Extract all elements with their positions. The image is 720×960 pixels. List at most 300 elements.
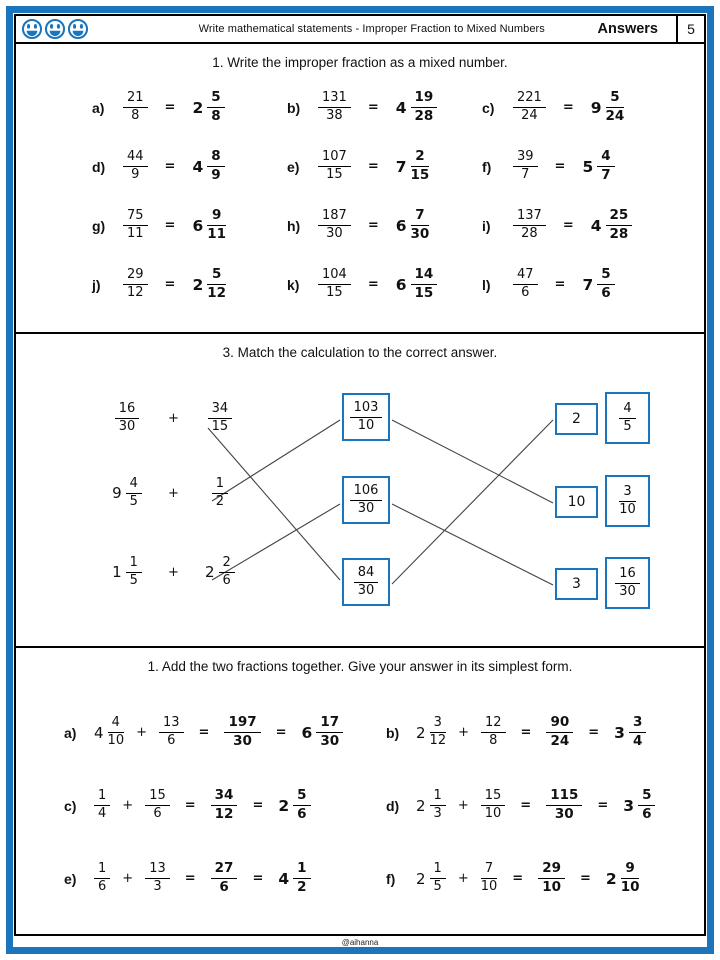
- fraction-numerator: 12: [481, 716, 506, 733]
- equals-sign: =: [579, 871, 591, 886]
- sum-fraction-box: [342, 393, 390, 441]
- answer-fraction: [293, 861, 310, 895]
- fraction-denominator: 7: [521, 167, 530, 182]
- equals-sign: =: [164, 277, 176, 292]
- equals-sign: =: [562, 218, 574, 233]
- fraction-numerator: 29: [538, 861, 565, 879]
- whole-number: 6: [395, 216, 407, 235]
- plus-sign: +: [458, 725, 469, 740]
- header-right: [598, 16, 704, 42]
- item-label: e): [287, 158, 300, 175]
- fraction-denominator: 12: [127, 285, 144, 300]
- second-operand: [159, 716, 184, 749]
- fraction-numerator: 21: [123, 91, 148, 108]
- whole-number: 7: [395, 157, 407, 176]
- fraction-denominator: 6: [219, 879, 229, 895]
- equals-sign: =: [520, 798, 532, 813]
- answer-fraction: [638, 788, 655, 822]
- fraction: [219, 556, 235, 589]
- equals-sign: =: [164, 159, 176, 174]
- question-fraction: [513, 209, 546, 242]
- fraction: [108, 716, 125, 749]
- sum-fraction: [546, 788, 582, 822]
- whole-number: 5: [582, 157, 594, 176]
- fraction-part-box: [605, 557, 650, 609]
- whole-number: 10: [567, 494, 586, 510]
- exercise-item-b: [287, 78, 482, 137]
- answer-fraction: [411, 208, 430, 242]
- fraction: [619, 402, 635, 435]
- whole-number: 7: [582, 275, 594, 294]
- fraction-denominator: 3: [433, 806, 442, 821]
- fraction-denominator: 30: [410, 226, 430, 242]
- fraction-numerator: 47: [513, 268, 538, 285]
- second-operand: [185, 556, 255, 589]
- fraction-numerator: 13: [145, 862, 170, 879]
- fraction-numerator: 25: [606, 208, 633, 226]
- fraction-denominator: 38: [326, 108, 343, 123]
- sum-fraction: [211, 861, 238, 895]
- whole-number: 3: [623, 796, 635, 815]
- fraction-numerator: 5: [207, 90, 224, 108]
- fraction-numerator: 7: [411, 208, 430, 226]
- second-operand: [481, 789, 506, 822]
- item-label: d): [92, 158, 106, 175]
- fraction-denominator: 10: [484, 806, 502, 821]
- fraction-denominator: 8: [211, 108, 221, 124]
- fraction-denominator: 12: [207, 285, 227, 301]
- item-label: c): [64, 797, 77, 814]
- item-label: d): [386, 797, 400, 814]
- section1-grid: [16, 78, 704, 314]
- fraction-denominator: 24: [605, 108, 625, 124]
- fraction-numerator: 27: [211, 861, 238, 879]
- calculation-expression-2: [92, 477, 255, 510]
- equals-sign: =: [164, 218, 176, 233]
- item-label: b): [287, 99, 301, 116]
- section2-title: 3. Match the calculation to the correct answer.: [222, 345, 498, 360]
- answer-mixed-number: [278, 861, 310, 895]
- fraction-numerator: 5: [207, 267, 226, 285]
- whole-number: 2: [192, 98, 204, 117]
- question-fraction: [318, 268, 351, 301]
- section1-title: 1. Write the improper fraction as a mixed number.: [212, 55, 508, 70]
- mixed-number: [205, 556, 235, 589]
- fraction-denominator: 30: [320, 733, 340, 749]
- fraction-numerator: 115: [546, 788, 582, 806]
- whole-number: 6: [192, 216, 204, 235]
- first-operand: [92, 556, 162, 589]
- first-operand: [416, 716, 446, 749]
- fraction-denominator: 12: [429, 733, 447, 748]
- answer-fraction: [597, 267, 614, 301]
- whole-number: 2: [278, 796, 290, 815]
- whole-number: 4: [590, 216, 602, 235]
- plus-sign: +: [168, 410, 179, 426]
- section3-grid: [16, 696, 704, 915]
- fraction-denominator: 6: [167, 733, 176, 748]
- fraction: [208, 402, 233, 435]
- fraction-denominator: 24: [550, 733, 570, 749]
- fraction-denominator: 5: [129, 493, 138, 509]
- second-operand: [145, 862, 170, 895]
- fraction-denominator: 5: [433, 879, 442, 894]
- fraction-denominator: 4: [632, 733, 643, 749]
- fraction-numerator: 84: [354, 566, 379, 583]
- exercise-item-d: [92, 137, 287, 196]
- exercise-item-h: [287, 196, 482, 255]
- sum-fraction-box: [342, 476, 390, 524]
- fraction-numerator: 3: [619, 485, 636, 502]
- equals-sign: =: [184, 871, 196, 886]
- equals-sign: =: [367, 218, 379, 233]
- whole-number: 2: [416, 796, 426, 815]
- fraction: [430, 789, 446, 822]
- fraction-denominator: 12: [214, 806, 234, 822]
- answer-mixed-number: [192, 149, 224, 183]
- fraction-numerator: 187: [318, 209, 351, 226]
- plus-sign: +: [457, 798, 469, 813]
- equals-sign: =: [588, 725, 600, 740]
- item-label: l): [482, 276, 491, 293]
- item-label: i): [482, 217, 491, 234]
- whole-number-box: [555, 486, 598, 518]
- whole-number: 2: [416, 869, 426, 888]
- whole-number: 1: [112, 563, 122, 582]
- fraction-denominator: 15: [414, 285, 434, 301]
- whole-number: 2: [192, 275, 204, 294]
- fraction-numerator: 5: [597, 267, 614, 285]
- question-fraction: [513, 268, 538, 301]
- plus-sign: +: [457, 871, 469, 886]
- question-fraction: [318, 150, 351, 183]
- whole-number: 4: [192, 157, 204, 176]
- addition-item-b: [386, 696, 708, 769]
- second-operand: [481, 716, 506, 749]
- answer-mixed-number: [623, 788, 655, 822]
- exercise-item-a: [92, 78, 287, 137]
- equals-sign: =: [198, 725, 210, 740]
- fraction-numerator: 9: [621, 861, 640, 879]
- item-label: g): [92, 217, 106, 234]
- exercise-item-c: [482, 78, 677, 137]
- fraction-denominator: 6: [601, 285, 611, 301]
- fraction-numerator: 16: [115, 402, 140, 419]
- fraction-numerator: 14: [411, 267, 438, 285]
- fraction-numerator: 16: [615, 567, 640, 584]
- fraction-numerator: 2: [411, 149, 430, 167]
- item-label: b): [386, 724, 400, 741]
- exercise-item-f: [482, 137, 677, 196]
- fraction-numerator: 90: [546, 715, 573, 733]
- item-label: h): [287, 217, 301, 234]
- fraction-denominator: 6: [521, 285, 530, 300]
- equals-sign: =: [184, 798, 196, 813]
- fraction-numerator: 4: [126, 477, 142, 494]
- fraction-part-box: [605, 392, 650, 444]
- fraction-numerator: 5: [606, 90, 625, 108]
- fraction-denominator: 15: [211, 418, 229, 434]
- whole-number: 9: [112, 484, 122, 503]
- fraction-denominator: 24: [521, 108, 538, 123]
- fraction-numerator: 5: [293, 788, 310, 806]
- whole-number: 2: [605, 869, 617, 888]
- plus-sign: +: [168, 564, 179, 580]
- fraction-denominator: 6: [153, 806, 162, 821]
- second-operand: [481, 862, 498, 895]
- answers-label: Answers: [597, 21, 658, 37]
- fraction-numerator: 221: [513, 91, 546, 108]
- second-operand: [185, 402, 255, 435]
- whole-number: 9: [590, 98, 602, 117]
- whole-number-box: [555, 568, 598, 600]
- fraction-denominator: 15: [326, 167, 343, 182]
- fraction: [619, 485, 636, 518]
- fraction-denominator: 28: [414, 108, 434, 124]
- smiley-icons: [16, 18, 146, 40]
- fraction-numerator: 34: [208, 402, 233, 419]
- answer-mixed-number: [582, 267, 614, 301]
- fraction-numerator: 4: [597, 149, 614, 167]
- fraction-denominator: 10: [107, 733, 125, 748]
- plus-sign: +: [122, 871, 134, 886]
- item-label: k): [287, 276, 300, 293]
- fraction-denominator: 30: [619, 583, 636, 599]
- first-operand: [94, 716, 124, 749]
- exercise-item-l: [482, 255, 677, 314]
- fraction-numerator: 1: [94, 862, 110, 879]
- fraction-numerator: 1: [430, 862, 446, 879]
- fraction-denominator: 11: [127, 226, 144, 241]
- sum-fraction: [546, 715, 573, 749]
- fraction-numerator: 103: [350, 401, 383, 418]
- fraction: [126, 556, 142, 589]
- whole-number: 2: [572, 411, 581, 427]
- item-label: a): [64, 724, 77, 741]
- exercise-item-e: [287, 137, 482, 196]
- second-operand: [145, 789, 170, 822]
- fraction-numerator: 29: [123, 268, 148, 285]
- credit-text: @aihanna: [341, 938, 379, 947]
- answer-mixed-number: [192, 208, 226, 242]
- addition-item-e: [64, 842, 386, 915]
- mixed-number: [112, 556, 142, 589]
- answer-mixed-number: [606, 861, 640, 895]
- answer-mixed-number: [591, 90, 625, 124]
- exercise-item-j: [92, 255, 287, 314]
- plus-sign: +: [122, 798, 134, 813]
- smiley-icon: [21, 18, 43, 40]
- fraction-denominator: 8: [489, 733, 498, 748]
- fraction-denominator: 9: [211, 167, 221, 183]
- fraction-denominator: 6: [222, 572, 231, 588]
- answer-fraction: [316, 715, 343, 749]
- calculation-expression-1: [92, 402, 255, 435]
- answer-fraction: [411, 149, 430, 183]
- smiley-icon: [67, 18, 89, 40]
- answer-fraction: [629, 715, 646, 749]
- equals-sign: =: [367, 100, 379, 115]
- mixed-number: [112, 477, 142, 510]
- fraction-numerator: 107: [318, 150, 351, 167]
- page-number: 5: [687, 21, 695, 37]
- equals-sign: =: [554, 159, 566, 174]
- equals-sign: =: [554, 277, 566, 292]
- fraction-denominator: 9: [131, 167, 140, 182]
- exercise-item-i: [482, 196, 677, 255]
- whole-number: 4: [94, 723, 104, 742]
- answer-fraction: [411, 90, 438, 124]
- whole-number: 3: [614, 723, 625, 742]
- answer-mixed-number: [192, 267, 226, 301]
- exercise-item-k: [287, 255, 482, 314]
- question-fraction: [513, 91, 546, 124]
- addition-item-c: [64, 769, 386, 842]
- answer-mixed-number: [278, 788, 310, 822]
- answer-fraction: [606, 90, 625, 124]
- sum-fraction: [538, 861, 565, 895]
- fraction-numerator: 8: [207, 149, 224, 167]
- question-fraction: [123, 268, 148, 301]
- fraction-denominator: 5: [129, 572, 138, 588]
- fraction-numerator: 4: [619, 402, 635, 419]
- fraction: [354, 566, 379, 599]
- equals-sign: =: [252, 798, 264, 813]
- fraction: [212, 477, 228, 510]
- sum-fraction: [211, 788, 238, 822]
- equals-sign: =: [597, 798, 609, 813]
- second-operand: [185, 477, 255, 510]
- fraction: [430, 716, 447, 749]
- whole-number: 6: [395, 275, 407, 294]
- fraction-numerator: 15: [481, 789, 506, 806]
- fraction-denominator: 30: [357, 500, 375, 516]
- fraction-numerator: 1: [126, 556, 142, 573]
- fraction: [350, 484, 383, 517]
- fraction-denominator: 15: [326, 285, 343, 300]
- fraction-part-box: [605, 475, 650, 527]
- fraction-numerator: 34: [211, 788, 238, 806]
- equals-sign: =: [275, 725, 287, 740]
- fraction-numerator: 75: [123, 209, 148, 226]
- fraction-denominator: 11: [207, 226, 227, 242]
- answer-fraction: [207, 90, 224, 124]
- fraction-numerator: 1: [430, 789, 446, 806]
- question-fraction: [123, 209, 148, 242]
- fraction-denominator: 30: [554, 806, 574, 822]
- fraction-denominator: 7: [601, 167, 611, 183]
- section3-title: 1. Add the two fractions together. Give your answer in its simplest form.: [147, 659, 573, 674]
- first-operand: [92, 477, 162, 510]
- item-label: e): [64, 870, 77, 887]
- fraction-numerator: 15: [145, 789, 170, 806]
- fraction-denominator: 6: [297, 806, 307, 822]
- fraction-denominator: 30: [357, 582, 375, 598]
- match-line: [392, 420, 553, 503]
- equals-sign: =: [252, 871, 264, 886]
- fraction-denominator: 10: [357, 417, 375, 433]
- fraction-denominator: 2: [297, 879, 307, 895]
- fraction-numerator: 131: [318, 91, 351, 108]
- fraction-denominator: 8: [131, 108, 140, 123]
- fraction-denominator: 10: [619, 501, 636, 517]
- fraction-numerator: 9: [207, 208, 226, 226]
- fraction-numerator: 17: [316, 715, 343, 733]
- fraction-numerator: 3: [629, 715, 646, 733]
- whole-number: 3: [572, 576, 581, 592]
- fraction-denominator: 4: [98, 806, 107, 821]
- fraction-denominator: 30: [233, 733, 252, 749]
- smiley-icon: [44, 18, 66, 40]
- addition-item-d: [386, 769, 708, 842]
- equals-sign: =: [164, 100, 176, 115]
- item-label: f): [482, 158, 492, 175]
- answer-fraction: [411, 267, 438, 301]
- whole-number: 6: [301, 723, 313, 742]
- item-label: c): [482, 99, 495, 116]
- fraction-numerator: 7: [481, 862, 498, 879]
- fraction: [430, 862, 446, 895]
- fraction: [126, 477, 142, 510]
- fraction-denominator: 3: [153, 879, 162, 894]
- section-add-fractions: [16, 648, 704, 934]
- first-operand: [416, 789, 446, 822]
- answer-fraction: [606, 208, 633, 242]
- answer-mixed-number: [302, 715, 344, 749]
- addition-item-f: [386, 842, 708, 915]
- equals-sign: =: [562, 100, 574, 115]
- answer-fraction: [207, 149, 224, 183]
- fraction-numerator: 2: [219, 556, 235, 573]
- fraction-numerator: 4: [108, 716, 125, 733]
- answer-mixed-number: [192, 90, 224, 124]
- exercise-item-g: [92, 196, 287, 255]
- fraction-denominator: 28: [521, 226, 538, 241]
- plus-sign: +: [168, 485, 179, 501]
- answer-fraction: [597, 149, 614, 183]
- fraction-denominator: 10: [542, 879, 561, 895]
- fraction: [115, 402, 140, 435]
- equals-sign: =: [367, 277, 379, 292]
- fraction-denominator: 6: [98, 879, 107, 894]
- fraction-denominator: 30: [326, 226, 343, 241]
- fraction-denominator: 30: [118, 418, 136, 434]
- fraction-numerator: 1: [212, 477, 228, 494]
- question-fraction: [123, 91, 148, 124]
- question-fraction: [513, 150, 538, 183]
- fraction-denominator: 5: [623, 418, 632, 434]
- answer-mixed-number: [396, 90, 438, 124]
- fraction-numerator: 39: [513, 150, 538, 167]
- fraction-denominator: 10: [620, 879, 640, 895]
- fraction: [615, 567, 640, 600]
- item-label: a): [92, 99, 105, 116]
- plus-sign: +: [136, 725, 147, 740]
- answer-fraction: [293, 788, 310, 822]
- fraction-numerator: 106: [350, 484, 383, 501]
- header-bar: [16, 16, 704, 44]
- first-operand: [94, 789, 110, 822]
- fraction-denominator: 10: [480, 879, 498, 894]
- whole-number: 2: [204, 563, 215, 582]
- whole-number: 4: [395, 98, 407, 117]
- fraction-denominator: 2: [215, 493, 225, 509]
- fraction: [350, 401, 383, 434]
- content-box: [14, 14, 706, 936]
- fraction-numerator: 13: [159, 716, 184, 733]
- fraction-numerator: 3: [430, 716, 447, 733]
- question-fraction: [123, 150, 148, 183]
